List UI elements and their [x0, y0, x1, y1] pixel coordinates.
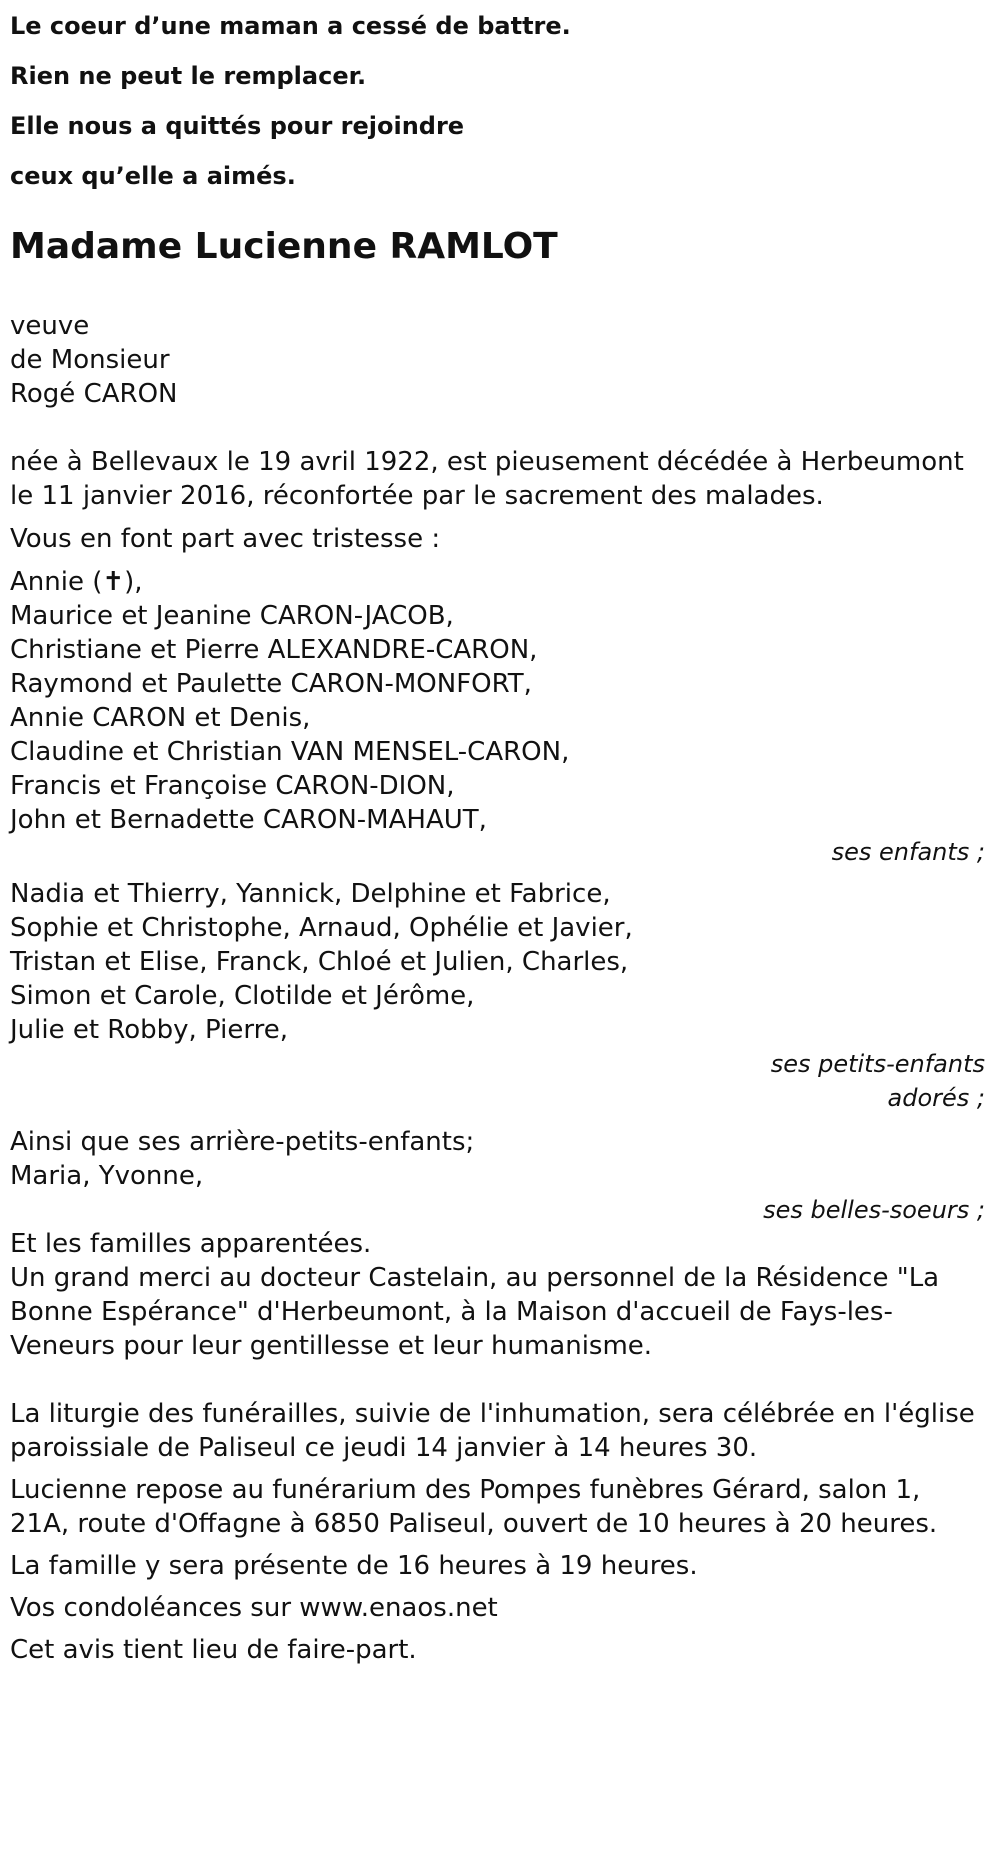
child-entry: Annie (✝), [10, 567, 143, 597]
families-text: Et les familles apparentées. [10, 1229, 372, 1259]
rest-block [10, 1473, 985, 1541]
widow-block [10, 309, 985, 411]
child-entry: Annie CARON et Denis, [10, 703, 311, 733]
widow-line: Rogé CARON [10, 379, 178, 409]
liturgy-line: paroissiale de Paliseul ce jeudi 14 janvier à 14 heures 30. [10, 1433, 758, 1463]
family-presence-text: La famille y sera présente de 16 heures à 19 heures. [10, 1551, 698, 1581]
obituary-page [10, 0, 985, 1667]
grandchild-entry: Tristan et Elise, Franck, Chloé et Julien, Charles, [10, 947, 629, 977]
children-label: ses enfants ; [831, 838, 985, 866]
grandchildren-label-2: adorés ; [887, 1084, 985, 1112]
grandchild-entry: Nadia et Thierry, Yannick, Delphine et Fabrice, [10, 879, 611, 909]
grandchildren-label: ses petits-enfants [770, 1050, 985, 1078]
children-list [10, 565, 985, 837]
notice-text: Cet avis tient lieu de faire-part. [10, 1635, 417, 1665]
rest-line: Lucienne repose au funérarium des Pompes funèbres Gérard, salon 1, [10, 1475, 921, 1505]
intro-line: Le coeur d’une maman a cessé de battre. [10, 12, 571, 40]
thanks-block [10, 1261, 985, 1363]
intro-line: Rien ne peut le remplacer. [10, 62, 367, 90]
widow-line: veuve [10, 311, 90, 341]
announce-text: Vous en font part avec tristesse : [10, 524, 441, 554]
grandchild-entry: Simon et Carole, Clotilde et Jérôme, [10, 981, 475, 1011]
birth-death-line: le 11 janvier 2016, réconfortée par le sacrement des malades. [10, 481, 824, 511]
child-entry: Raymond et Paulette CARON-MONFORT, [10, 669, 532, 699]
widow-line: de Monsieur [10, 345, 170, 375]
thanks-line: Bonne Espérance" d'Herbeumont, à la Maison d'accueil de Fays-les- [10, 1297, 893, 1327]
deceased-name: Madame Lucienne RAMLOT [10, 226, 558, 267]
child-entry: John et Bernadette CARON-MAHAUT, [10, 805, 487, 835]
birth-death-line: née à Bellevaux le 19 avril 1922, est pieusement décédée à Herbeumont [10, 447, 964, 477]
liturgy-block [10, 1397, 985, 1465]
intro-line: ceux qu’elle a aimés. [10, 162, 296, 190]
birth-death-block [10, 445, 985, 513]
sisters-in-law-text: Maria, Yvonne, [10, 1161, 204, 1191]
grandchild-entry: Julie et Robby, Pierre, [10, 1015, 288, 1045]
sisters-in-law-label: ses belles-soeurs ; [763, 1196, 985, 1224]
thanks-line: Veneurs pour leur gentillesse et leur humanisme. [10, 1331, 653, 1361]
intro-block [10, 0, 985, 201]
child-entry: Francis et Françoise CARON-DION, [10, 771, 455, 801]
grandchild-entry: Sophie et Christophe, Arnaud, Ophélie et Javier, [10, 913, 633, 943]
liturgy-line: La liturgie des funérailles, suivie de l'inhumation, sera célébrée en l'église [10, 1399, 975, 1429]
child-entry: Christiane et Pierre ALEXANDRE-CARON, [10, 635, 538, 665]
great-grandchildren-text: Ainsi que ses arrière-petits-enfants; [10, 1127, 475, 1157]
condolences-text: Vos condoléances sur www.enaos.net [10, 1593, 498, 1623]
grandchildren-list [10, 877, 985, 1047]
rest-line: 21A, route d'Offagne à 6850 Paliseul, ouvert de 10 heures à 20 heures. [10, 1509, 938, 1539]
thanks-line: Un grand merci au docteur Castelain, au personnel de la Résidence "La [10, 1263, 940, 1293]
intro-line: Elle nous a quittés pour rejoindre [10, 112, 465, 140]
child-entry: Maurice et Jeanine CARON-JACOB, [10, 601, 454, 631]
child-entry: Claudine et Christian VAN MENSEL-CARON, [10, 737, 570, 767]
